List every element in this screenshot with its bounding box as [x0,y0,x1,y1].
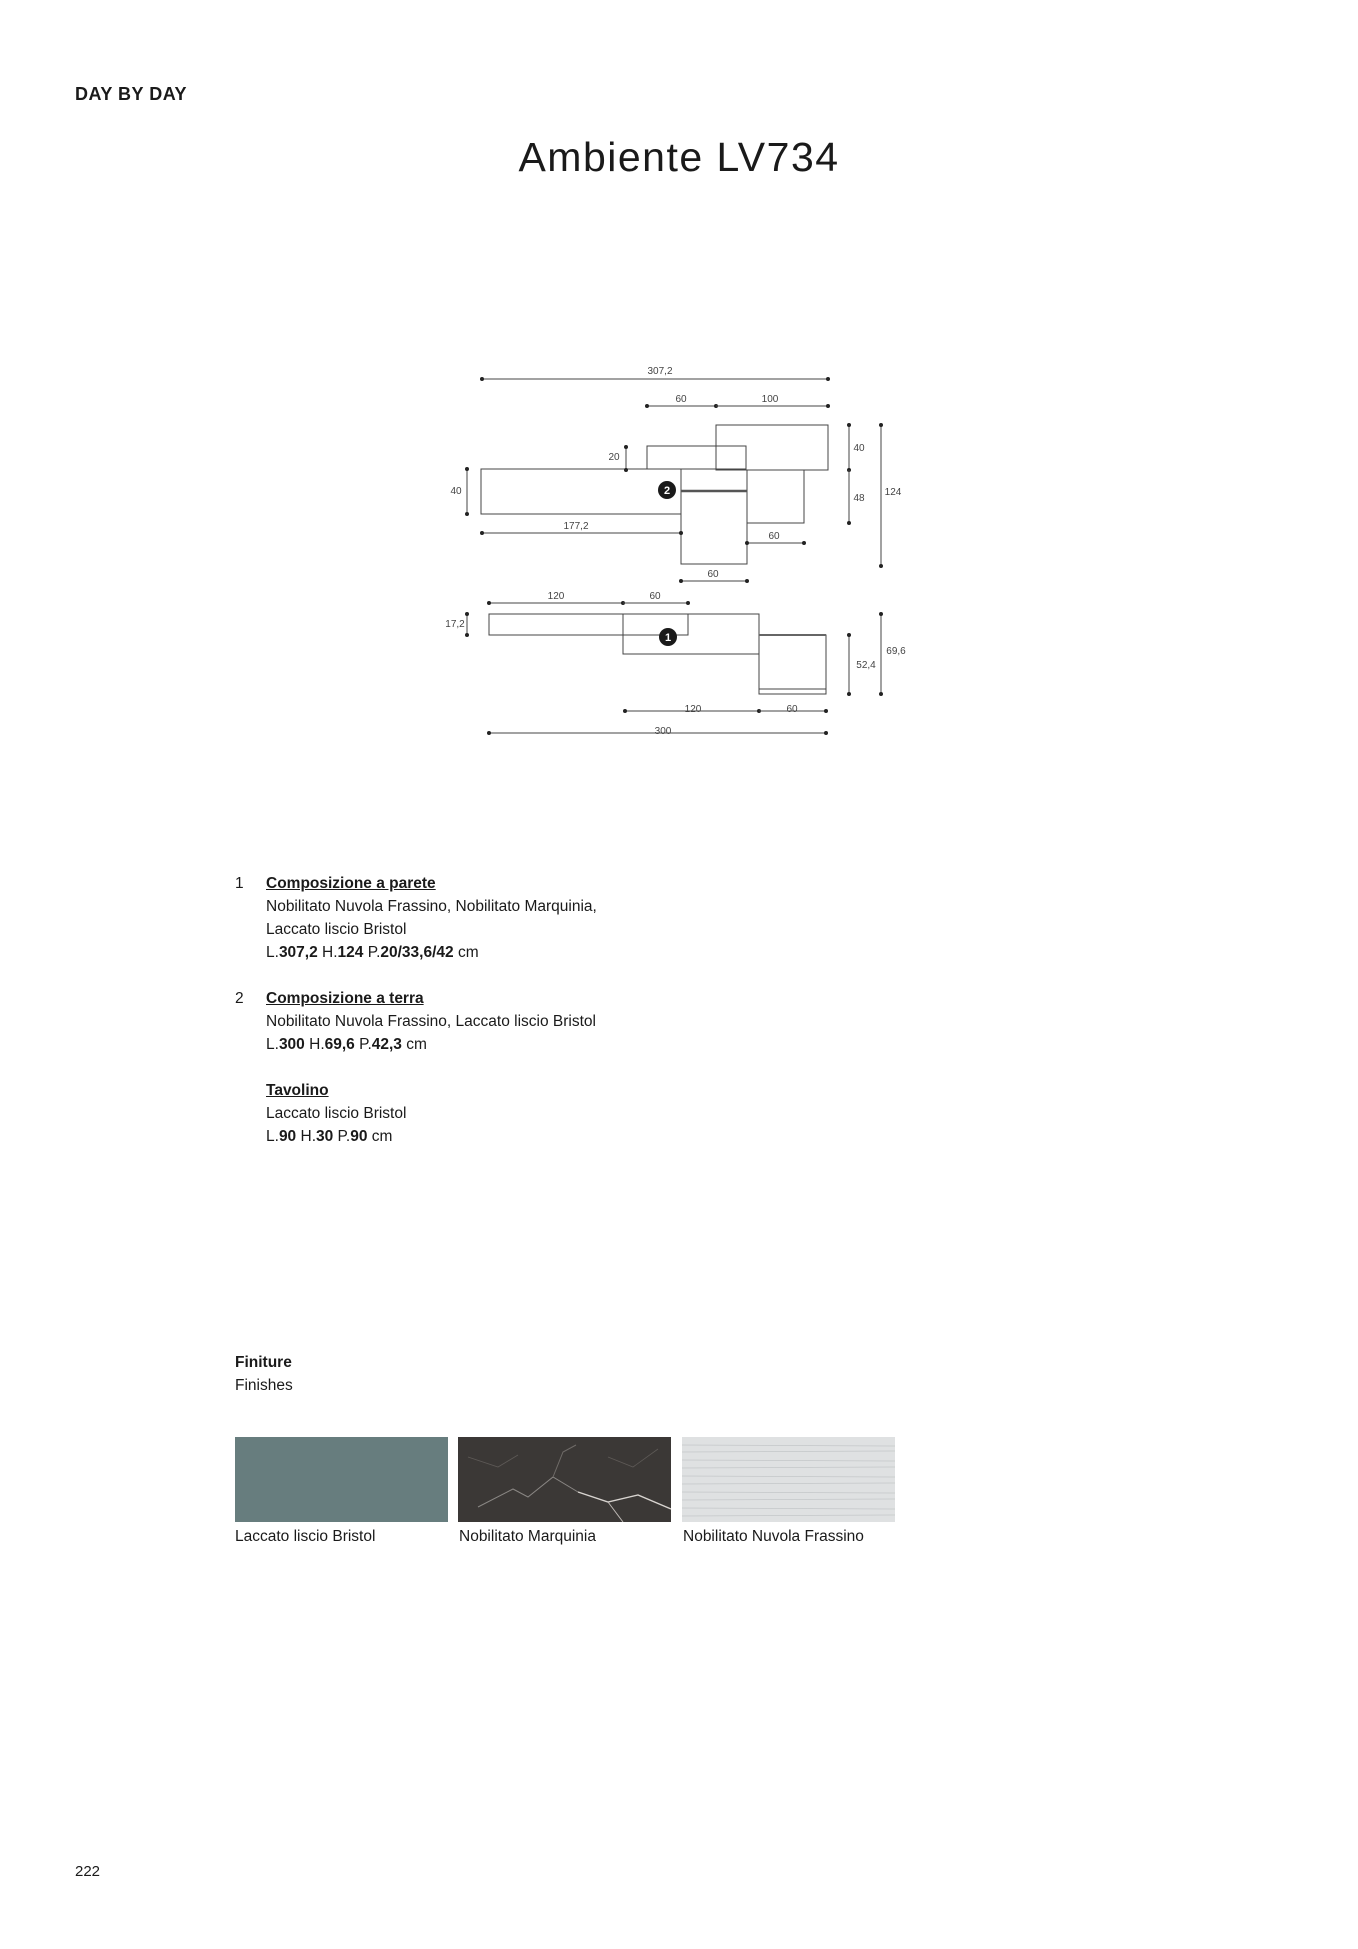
item-number: 2 [235,990,244,1007]
floor-tabletop [489,614,688,635]
swatch-label: Nobilitato Nuvola Frassino [683,1528,864,1545]
dim-label: 40 [450,486,462,497]
finishes-title: Finiture [235,1354,292,1371]
dim-label: 300 [654,726,672,737]
item-number: 1 [235,875,244,892]
wall-box-mid [747,470,804,523]
list-item [235,1079,597,1148]
list-item [235,987,597,1056]
item-name: Composizione a parete [266,875,436,892]
swatch-label: Nobilitato Marquinia [459,1528,596,1545]
page-title: Ambiente LV734 [518,134,840,180]
dim-label: 20 [608,452,620,463]
dim-label: 177,2 [563,521,589,532]
dim-label: 60 [768,531,780,542]
item-materials: Nobilitato Nuvola Frassino, Laccato liscio Bristol [266,1013,596,1030]
swatch-marquinia [458,1437,671,1522]
technical-drawing [0,0,1358,760]
dim-label: 69,6 [886,646,906,657]
item-dimensions: L.90 H.30 P.90 cm [266,1128,393,1145]
dim-label: 120 [684,704,702,715]
item-name: Tavolino [266,1082,329,1099]
finishes-heading [235,1351,293,1397]
item-materials: Laccato liscio Bristol [266,921,407,938]
dim-label: 52,4 [856,660,876,671]
dim-label: 120 [547,591,565,602]
brand-label: DAY BY DAY [75,84,188,104]
list-item [235,872,597,964]
floor-unit-center [623,614,759,654]
dim-label: 307,2 [647,366,673,377]
page-number: 222 [75,1863,101,1880]
swatch-label: Laccato liscio Bristol [235,1528,376,1545]
item-name: Composizione a terra [266,990,424,1007]
wall-box-center [681,491,747,564]
dim-label: 60 [707,569,719,580]
marker-two-label: 2 [663,485,671,497]
wall-shelf-long [481,469,681,514]
dim-label: 100 [761,394,779,405]
wall-shelf-small [647,446,746,469]
item-dimensions: L.300 H.69,6 P.42,3 cm [266,1036,427,1053]
wall-box-top-right [716,425,828,470]
swatch-laccato-bristol [235,1437,448,1522]
dim-label: 60 [675,394,687,405]
swatch-nuvola-frassino [682,1437,895,1522]
item-materials: Nobilitato Nuvola Frassino, Nobilitato Marquinia, [266,898,597,915]
dim-label: 40 [853,443,865,454]
item-dimensions: L.307,2 H.124 P.20/33,6/42 cm [266,944,479,961]
finishes-subtitle: Finishes [235,1377,293,1394]
item-materials: Laccato liscio Bristol [266,1105,407,1122]
dim-label: 124 [884,487,902,498]
product-list [235,872,597,1171]
dim-label: 48 [853,493,865,504]
dim-label: 17,2 [445,619,465,630]
marker-one-label: 1 [664,632,672,644]
floor-unit-right [759,635,826,694]
dim-label: 60 [649,591,661,602]
dim-label: 60 [786,704,798,715]
